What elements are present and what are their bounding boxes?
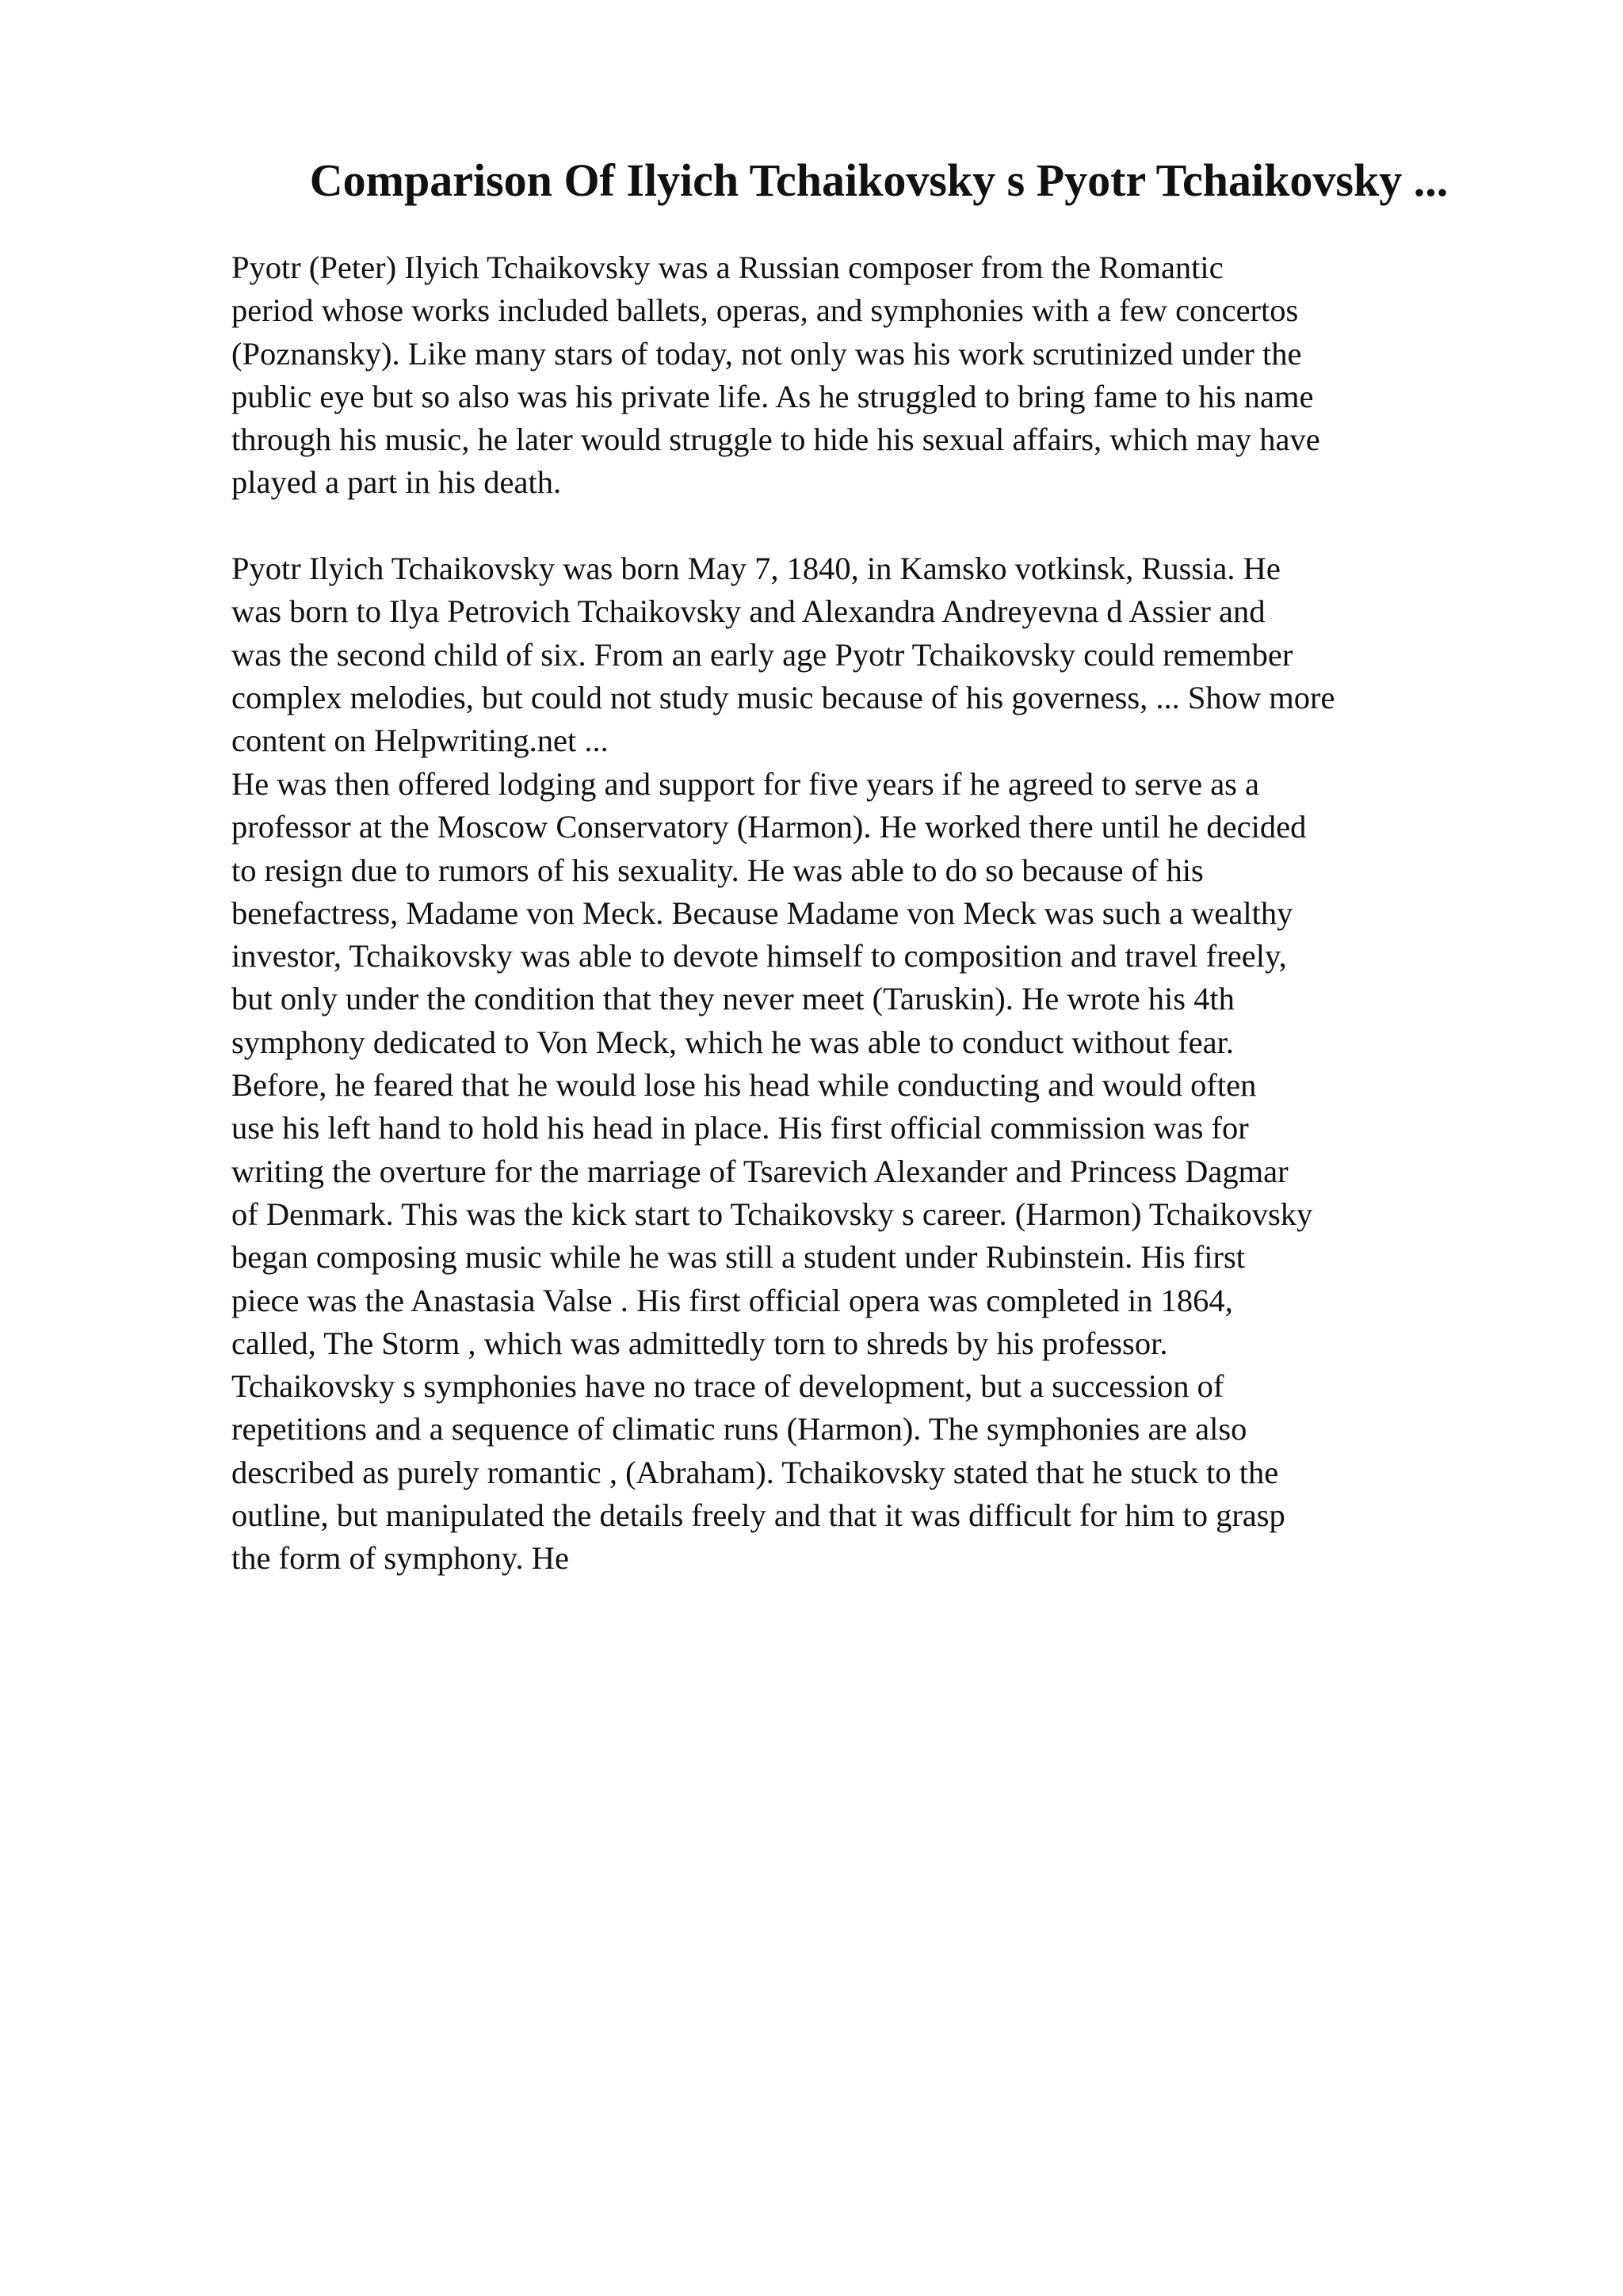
paragraph-line: writing the overture for the marriage of Tsarevich Alexander and Princess Dagmar: [231, 1153, 1289, 1189]
document-title: Comparison Of Ilyich Tchaikovsky s Pyotr Tchaikovsky ...: [309, 154, 1449, 206]
paragraph-line: called, The Storm , which was admittedly torn to shreds by his professor.: [231, 1325, 1168, 1361]
paragraph-line: began composing music while he was still a student under Rubinstein. His first: [231, 1239, 1245, 1276]
paragraph-line: professor at the Moscow Conservatory (Harmon). He worked there until he decided: [231, 809, 1307, 845]
paragraph-line: outline, but manipulated the details freely and that it was difficult for him to grasp: [231, 1497, 1285, 1534]
paragraph-line: public eye but so also was his private life. As he struggled to bring fame to his name: [231, 378, 1314, 414]
paragraph-line: but only under the condition that they never meet (Taruskin). He wrote his 4th: [231, 981, 1235, 1017]
paragraph-line: described as purely romantic , (Abraham). Tchaikovsky stated that he stuck to the: [231, 1454, 1279, 1490]
paragraph-line: Tchaikovsky s symphonies have no trace of development, but a succession of: [231, 1368, 1224, 1405]
paragraph-line: was born to Ilya Petrovich Tchaikovsky and Alexandra Andreyevna d Assier and: [231, 593, 1266, 630]
paragraph-line: Pyotr (Peter) Ilyich Tchaikovsky was a Russian composer from the Romantic: [231, 250, 1224, 285]
paragraph-line: to resign due to rumors of his sexuality. He was able to do so because of his: [231, 852, 1204, 888]
paragraph-intro: [231, 246, 1579, 505]
paragraph-line: through his music, he later would struggle to hide his sexual affairs, which may have: [231, 421, 1320, 458]
paragraph-birth: [231, 547, 1579, 762]
paragraph-line: (Poznansky). Like many stars of today, not only was his work scrutinized under the: [231, 335, 1302, 372]
paragraph-line: repetitions and a sequence of climatic runs (Harmon). The symphonies are also: [231, 1411, 1247, 1447]
paragraph-line: the form of symphony. He: [231, 1540, 569, 1577]
paragraph-line: was the second child of six. From an early age Pyotr Tchaikovsky could remember: [231, 636, 1293, 673]
paragraph-line: investor, Tchaikovsky was able to devote himself to composition and travel freely,: [231, 938, 1287, 974]
paragraph-line: benefactress, Madame von Meck. Because Madame von Meck was such a wealthy: [231, 894, 1293, 931]
paragraph-line: complex melodies, but could not study music because of his governess, ... Show more: [231, 679, 1335, 715]
paragraph-line: He was then offered lodging and support for five years if he agreed to serve as a: [231, 766, 1260, 802]
paragraph-line: piece was the Anastasia Valse . His first official opera was completed in 1864,: [231, 1282, 1233, 1318]
paragraph-line: symphony dedicated to Von Meck, which he was able to conduct without fear.: [231, 1024, 1234, 1060]
paragraph-line: content on Helpwriting.net ...: [231, 723, 609, 759]
paragraph-line: Before, he feared that he would lose his head while conducting and would often: [231, 1067, 1257, 1104]
paragraph-career: [231, 763, 1579, 1581]
paragraph-line: played a part in his death.: [231, 464, 562, 501]
paragraph-line: Pyotr Ilyich Tchaikovsky was born May 7, 1840, in Kamsko votkinsk, Russia. He: [231, 551, 1281, 586]
paragraph-line: period whose works included ballets, operas, and symphonies with a few concertos: [231, 292, 1299, 329]
paragraph-line: use his left hand to hold his head in place. His first official commission was for: [231, 1110, 1249, 1146]
paragraph-line: of Denmark. This was the kick start to Tchaikovsky s career. (Harmon) Tchaikovsky: [231, 1196, 1313, 1232]
